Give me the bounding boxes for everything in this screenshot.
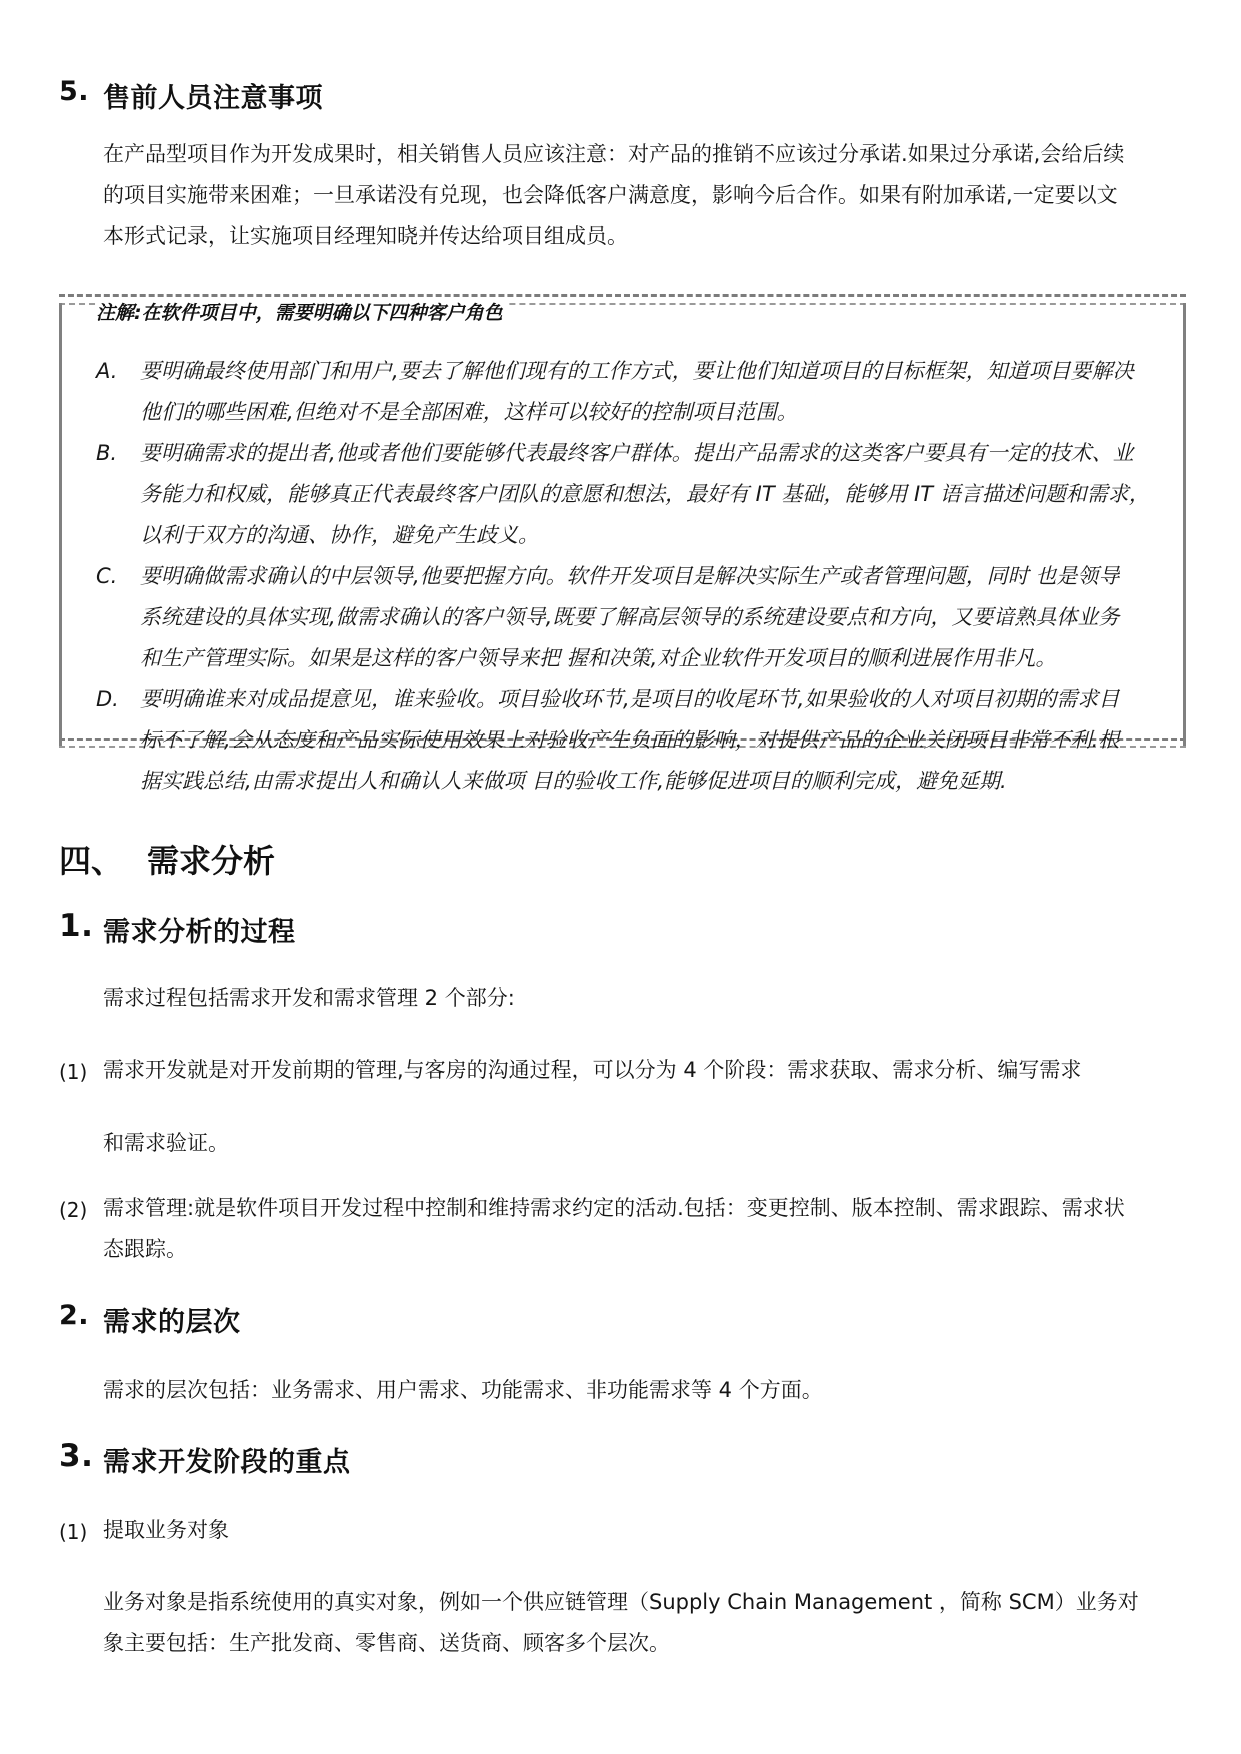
note-item: [96, 679, 1196, 802]
note-item-line: 他们的哪些困难,但绝对不是全部困难，这样可以较好的控制项目范围。: [140, 400, 798, 424]
note-box-left-border: [59, 303, 62, 746]
list-item-line: 需求管理:就是软件项目开发过程中控制和维持需求约定的活动.包括：变更控制、版本控制、需求跟踪、需求状: [103, 1196, 1125, 1220]
section-number: 5.: [59, 76, 90, 107]
list-item: [59, 1188, 1199, 1278]
note-item-line: 据实践总结,由需求提出人和确认人来做项 目的验收工作,能够促进项目的顺利完成，避免延期.: [140, 769, 1007, 793]
section-number: 1.: [59, 908, 94, 944]
note-title: 注解:在软件项目中，需要明确以下四种客户角色: [96, 298, 507, 325]
list-item-marker: (1): [59, 1060, 88, 1084]
note-item-line: 以利于双方的沟通、协作，避免产生歧义。: [140, 523, 539, 547]
chapter-heading: [59, 836, 659, 880]
note-item-marker: B.: [96, 441, 118, 465]
paragraph: 需求的层次包括：业务需求、用户需求、功能需求、非功能需求等 4 个方面。: [103, 1378, 823, 1402]
note-item: [96, 351, 1196, 433]
list-item-text: 提取业务对象: [103, 1518, 229, 1542]
paragraph-line: 象主要包括：生产批发商、零售商、送货商、顾客多个层次。: [103, 1631, 670, 1655]
list-item-line: 和需求验证。: [103, 1131, 229, 1155]
note-item-line: 要明确最终使用部门和用户,要去了解他们现有的工作方式，要让他们知道项目的目标框架，知道项目要解决: [140, 359, 1134, 383]
note-item-line: 要明确做需求确认的中层领导,他要把握方向。软件开发项目是解决实际生产或者管理问题，同时 也是领导: [140, 564, 1120, 588]
section-heading: [59, 1300, 659, 1338]
note-item-line: 务能力和权威，能够真正代表最终客户团队的意愿和想法，最好有 IT 基础，能够用 IT 语言描述问题和需求，: [140, 482, 1150, 506]
section-title: 需求分析的过程: [103, 917, 296, 948]
note-item-marker: A.: [96, 359, 118, 383]
note-item-marker: D.: [96, 687, 119, 711]
chapter-title: 需求分析: [147, 842, 276, 880]
paragraph-line: 业务对象是指系统使用的真实对象，例如一个供应链管理（Supply Chain Management ，简称 SCM）业务对: [103, 1590, 1139, 1614]
paragraph-line: 的项目实施带来困难；一旦承诺没有兑现，也会降低客户满意度，影响今后合作。如果有附加承诺,一定要以文: [103, 183, 1118, 207]
paragraph-line: 本形式记录，让实施项目经理知晓并传达给项目组成员。: [103, 224, 628, 248]
note-box-top-border: [59, 294, 1186, 297]
note-item-line: 要明确需求的提出者,他或者他们要能够代表最终客户群体。提出产品需求的这类客户要具有一定的技术、业: [140, 441, 1134, 465]
paragraph: [103, 1582, 1139, 1664]
section-heading: [59, 908, 659, 948]
note-item-marker: C.: [96, 564, 118, 588]
section-title: 需求的层次: [103, 1307, 241, 1338]
section-heading: [59, 76, 659, 112]
note-item: [96, 556, 1196, 679]
list-item: [59, 1510, 659, 1554]
note-item-line: 要明确谁来对成品提意见，谁来验收。项目验收环节,是项目的收尾环节,如果验收的人对项目初期的需求目: [140, 687, 1120, 711]
section-heading: [59, 1438, 659, 1478]
list-item-marker: (1): [59, 1520, 88, 1544]
chapter-number: 四、: [59, 842, 124, 880]
note-item: [96, 433, 1196, 556]
paragraph: 需求过程包括需求开发和需求管理 2 个部分:: [103, 986, 515, 1010]
paragraph-line: 在产品型项目作为开发成果时，相关销售人员应该注意：对产品的推销不应该过分承诺.如果过分承诺,会给后续: [103, 142, 1125, 166]
note-item-line: 系统建设的具体实现,做需求确认的客户领导,既要了解高层领导的系统建设要点和方向，又要谙熟具体业务: [140, 605, 1120, 629]
section-number: 3.: [59, 1438, 94, 1474]
list-item-marker: (2): [59, 1198, 88, 1222]
note-item-line: 和生产管理实际。如果是这样的客户领导来把 握和决策,对企业软件开发项目的顺利进展作用非凡。: [140, 646, 1057, 670]
list-item-line: 需求开发就是对开发前期的管理,与客房的沟通过程，可以分为 4 个阶段：需求获取、需求分析、编写需求: [103, 1058, 1082, 1082]
paragraph: [103, 134, 1124, 257]
section-number: 2.: [59, 1300, 90, 1331]
section-title: 需求开发阶段的重点: [103, 1447, 351, 1478]
list-item: [59, 1050, 1199, 1170]
note-item-line: 标不了解,会从态度和产品实际使用效果上对验收产生负面的影响，对提供产品的企业关闭项目非常不利.根: [140, 728, 1120, 752]
list-item-line: 态跟踪。: [103, 1237, 187, 1261]
note-list: [96, 351, 1196, 802]
section-title: 售前人员注意事项: [103, 83, 323, 114]
